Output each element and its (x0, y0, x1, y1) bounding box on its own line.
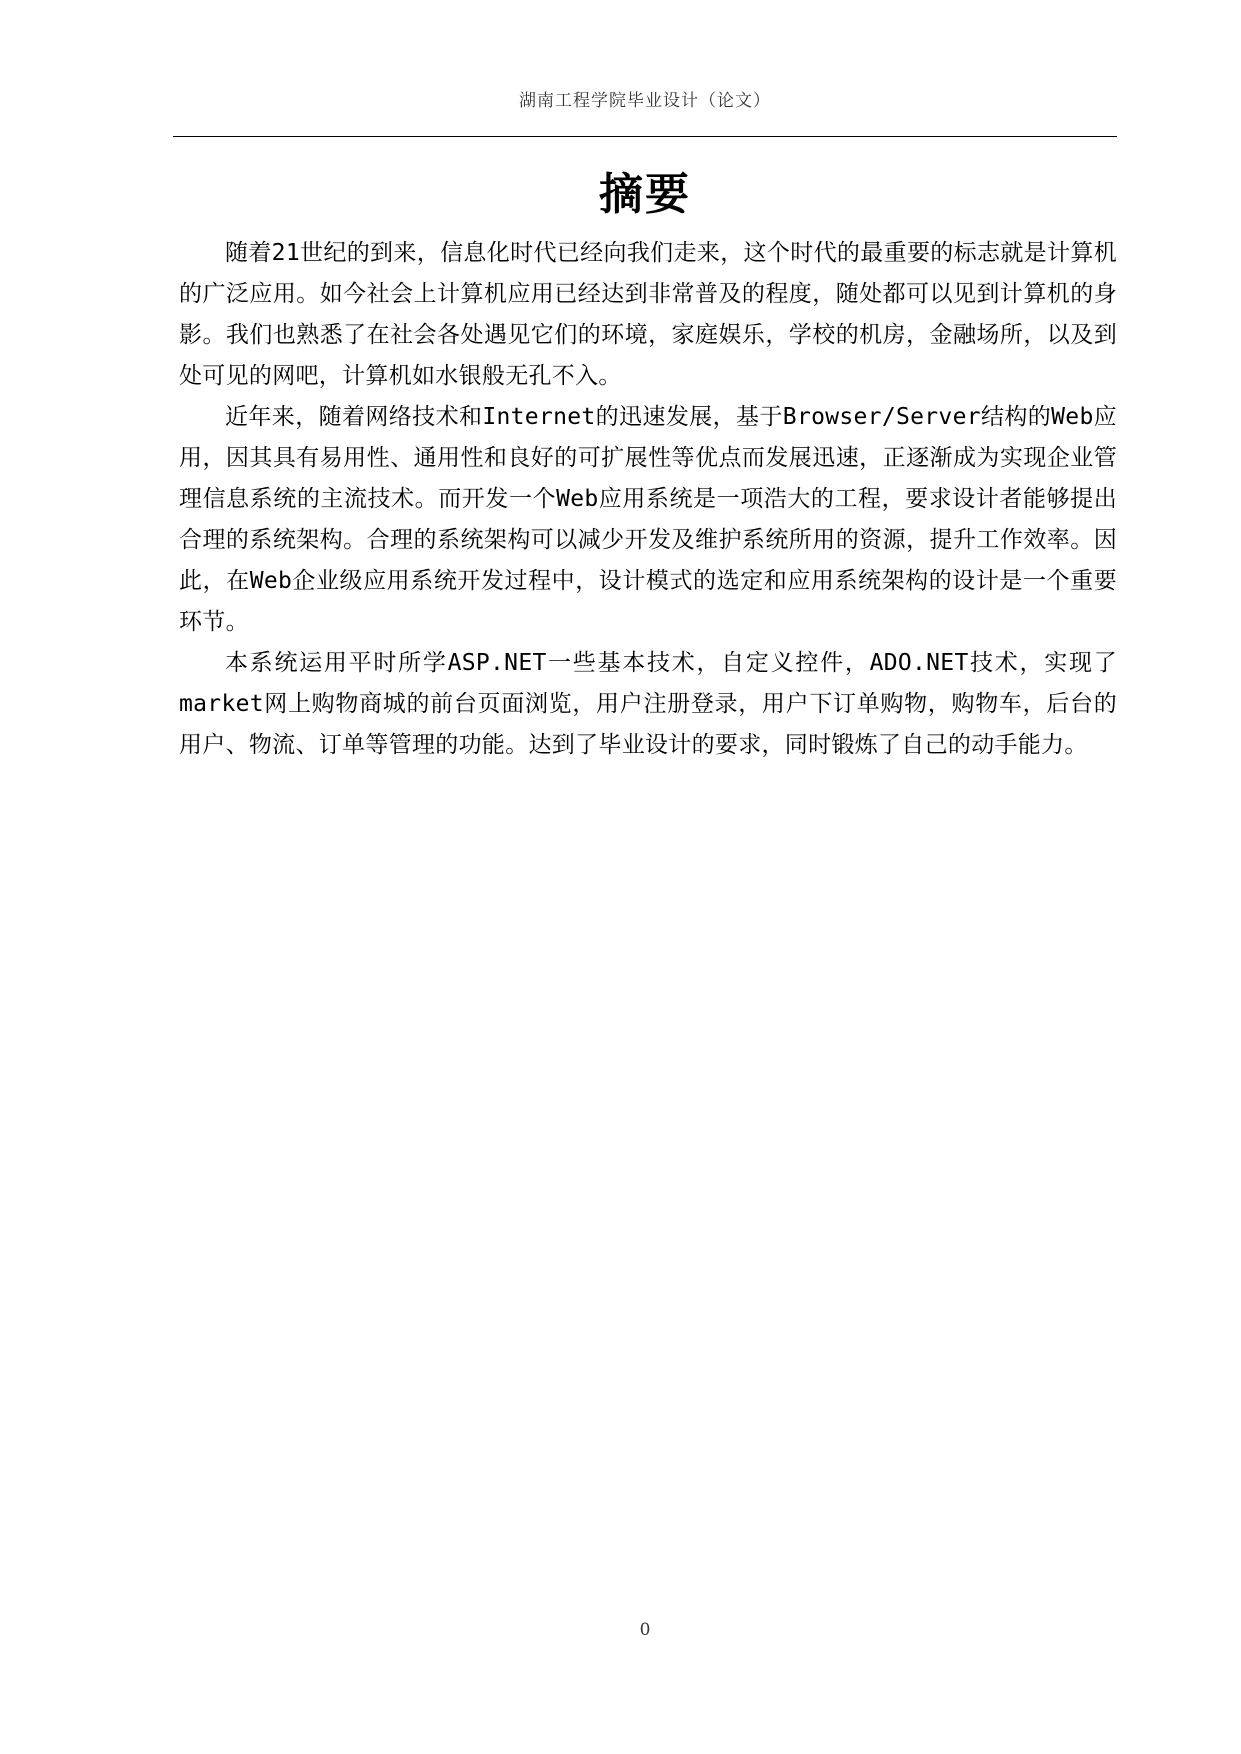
abstract-paragraph-1: 随着21世纪的到来，信息化时代已经向我们走来，这个时代的最重要的标志就是计算机的广泛应用。如今社会上计算机应用已经达到非常普及的程度，随处都可以见到计算机的身影。我们也熟悉了在社会各处遇见它们的环境，家庭娱乐，学校的机房，金融场所，以及到处可见的网吧，计算机如水银般无孔不入。 (179, 240, 1117, 389)
abstract-body (179, 233, 1117, 766)
header-divider (173, 136, 1117, 137)
abstract-title: 摘要 (599, 169, 691, 220)
page-number: 0 (639, 1620, 651, 1640)
page-header: 湖南工程学院毕业设计（论文） (519, 91, 771, 111)
abstract-paragraph-2: 近年来，随着网络技术和Internet的迅速发展，基于Browser/Server结构的Web应用，因其具有易用性、通用性和良好的可扩展性等优点而发展迅速，正逐渐成为实现企业管理信息系统的主流技术。而开发一个Web应用系统是一项浩大的工程，要求设计者能够提出合理的系统架构。合理的系统架构可以减少开发及维护系统所用的资源，提升工作效率。因此，在Web企业级应用系统开发过程中，设计模式的选定和应用系统架构的设计是一个重要环节。 (179, 404, 1117, 635)
abstract-paragraph-3: 本系统运用平时所学ASP.NET一些基本技术，自定义控件，ADO.NET技术，实现了market网上购物商城的前台页面浏览，用户注册登录，用户下订单购物，购物车，后台的用户、物流、订单等管理的功能。达到了毕业设计的要求，同时锻炼了自己的动手能力。 (179, 650, 1117, 758)
